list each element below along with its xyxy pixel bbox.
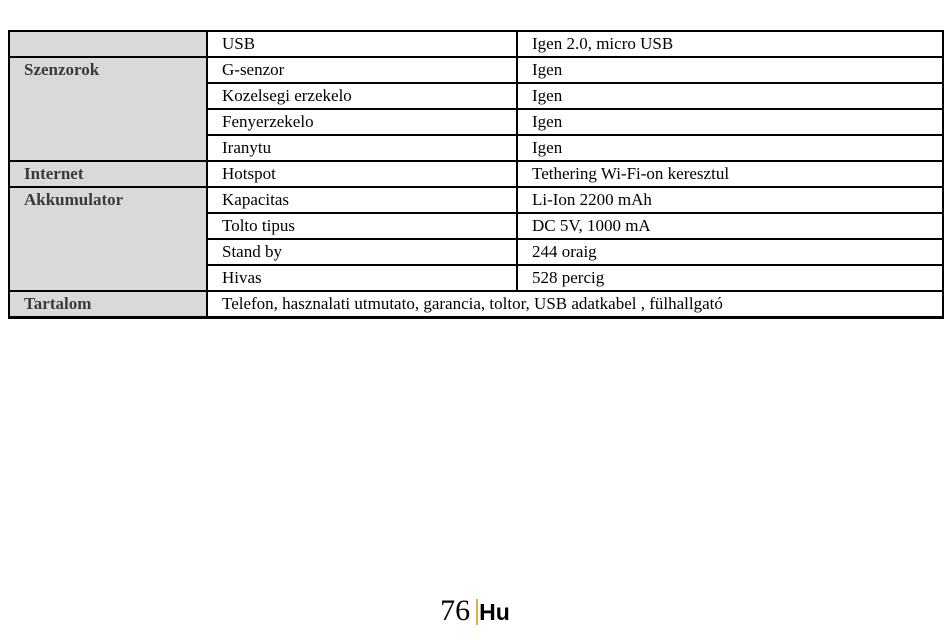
value-cell: 244 oraig [517, 239, 943, 265]
feature-cell: Hivas [207, 265, 517, 291]
category-cell: Internet [9, 161, 207, 187]
category-cell: Akkumulator [9, 187, 207, 213]
table-row [9, 109, 943, 135]
feature-cell: Kapacitas [207, 187, 517, 213]
table-row [9, 135, 943, 161]
category-cell: Tartalom [9, 291, 207, 318]
category-cell [9, 265, 207, 291]
category-cell [9, 31, 207, 57]
feature-cell: Kozelsegi erzekelo [207, 83, 517, 109]
category-cell [9, 109, 207, 135]
value-cell: DC 5V, 1000 mA [517, 213, 943, 239]
value-cell: Igen 2.0, micro USB [517, 31, 943, 57]
category-cell [9, 135, 207, 161]
table-row [9, 83, 943, 109]
language-code: Hu [476, 599, 510, 625]
page-footer [0, 594, 950, 628]
feature-cell: USB [207, 31, 517, 57]
category-cell [9, 239, 207, 265]
contents-cell: Telefon, hasznalati utmutato, garancia, toltor, USB adatkabel , fülhallgató [207, 291, 943, 318]
value-cell: Igen [517, 135, 943, 161]
value-cell: Tethering Wi-Fi-on keresztul [517, 161, 943, 187]
table-row [9, 187, 943, 213]
category-cell [9, 213, 207, 239]
spec-table [8, 30, 944, 319]
table-row [9, 161, 943, 187]
page-number: 76 [440, 594, 471, 627]
table-row [9, 265, 943, 291]
value-cell: 528 percig [517, 265, 943, 291]
feature-cell: Iranytu [207, 135, 517, 161]
category-cell: Szenzorok [9, 57, 207, 83]
feature-cell: G-senzor [207, 57, 517, 83]
value-cell: Li-Ion 2200 mAh [517, 187, 943, 213]
feature-cell: Hotspot [207, 161, 517, 187]
table-row [9, 57, 943, 83]
value-cell: Igen [517, 83, 943, 109]
table-row [9, 291, 943, 318]
feature-cell: Stand by [207, 239, 517, 265]
table-row [9, 213, 943, 239]
category-cell [9, 83, 207, 109]
feature-cell: Fenyerzekelo [207, 109, 517, 135]
table-row [9, 239, 943, 265]
feature-cell: Tolto tipus [207, 213, 517, 239]
value-cell: Igen [517, 57, 943, 83]
table-row [9, 31, 943, 57]
value-cell: Igen [517, 109, 943, 135]
